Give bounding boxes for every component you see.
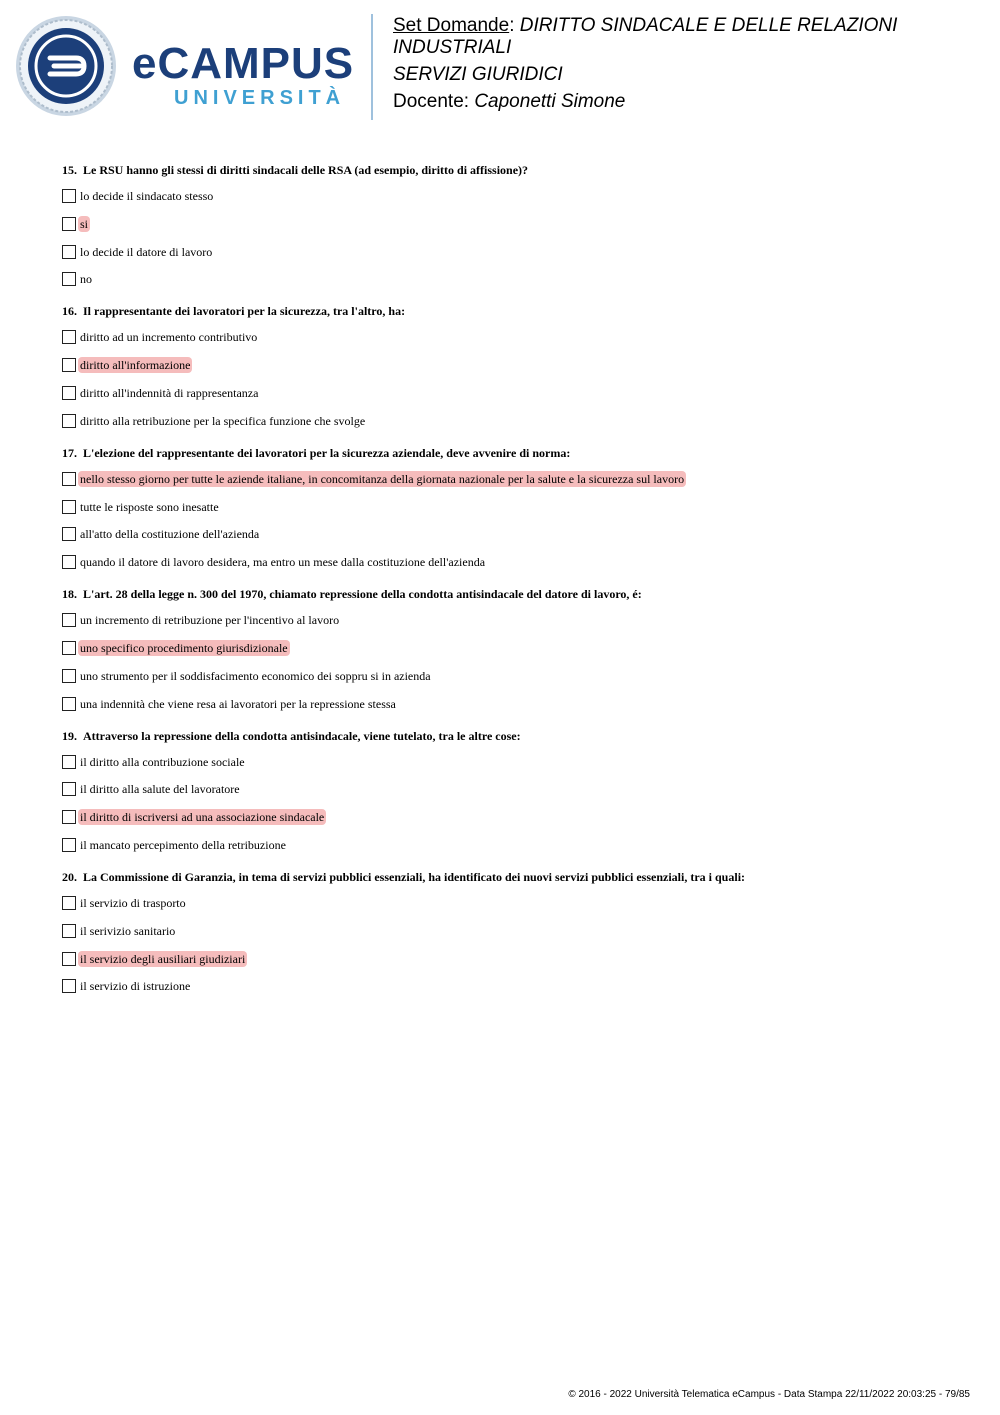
teacher-name: Caponetti Simone <box>474 91 626 112</box>
answer-checkbox[interactable] <box>62 924 76 938</box>
answer-text: quando il datore di lavoro desidera, ma entro un mese dalla costituzione dell'azienda <box>80 555 486 570</box>
question-20 <box>62 869 962 996</box>
question-text: Le RSU hanno gli stessi di diritti sindacali delle RSA (ad esempio, diritto di affissione)? <box>83 163 529 177</box>
answer-checkbox[interactable] <box>62 782 76 796</box>
answer-checkbox[interactable] <box>62 669 76 683</box>
answer-checkbox[interactable] <box>62 979 76 993</box>
answer-checkbox[interactable] <box>62 189 76 203</box>
answer-option[interactable] <box>62 921 962 941</box>
question-17 <box>62 445 962 572</box>
correct-answer-text: si <box>80 216 89 231</box>
answer-option[interactable] <box>62 893 962 913</box>
answer-checkbox[interactable] <box>62 810 76 824</box>
set-title-line1: DIRITTO SINDACALE E DELLE RELAZIONI <box>519 15 898 36</box>
answer-option[interactable] <box>62 610 962 630</box>
answer-checkbox[interactable] <box>62 245 76 259</box>
question-number: 17. <box>62 445 77 460</box>
answer-checkbox[interactable] <box>62 641 76 655</box>
answer-text: diritto ad un incremento contributivo <box>80 330 258 345</box>
answer-checkbox[interactable] <box>62 896 76 910</box>
answer-checkbox[interactable] <box>62 555 76 569</box>
question-title <box>62 869 962 885</box>
question-19 <box>62 728 962 855</box>
answer-option[interactable] <box>62 552 962 572</box>
question-text: Attraverso la repressione della condotta antisindacale, viene tutelato, tra le altre cose: <box>83 728 521 743</box>
answer-option[interactable] <box>62 976 962 996</box>
answer-option[interactable] <box>62 694 962 714</box>
answer-text: il mancato percepimento della retribuzione <box>80 837 286 852</box>
header-divider <box>371 14 373 120</box>
answer-option[interactable] <box>62 752 962 772</box>
answer-option[interactable] <box>62 524 962 544</box>
question-text: Il rappresentante dei lavoratori per la sicurezza, tra l'altro, ha: <box>83 304 406 319</box>
answer-checkbox[interactable] <box>62 838 76 852</box>
answer-checkbox[interactable] <box>62 697 76 711</box>
answer-option[interactable] <box>62 327 962 347</box>
answer-checkbox[interactable] <box>62 613 76 627</box>
answer-text: no <box>80 272 92 287</box>
answer-text: lo decide il datore di lavoro <box>80 244 213 259</box>
answer-text: una indennità che viene resa ai lavoratori per la repressione stessa <box>80 696 396 711</box>
answer-option[interactable] <box>62 355 962 375</box>
document-header <box>393 15 973 118</box>
question-title <box>62 728 962 744</box>
answer-checkbox[interactable] <box>62 500 76 514</box>
set-separator: : <box>509 15 520 36</box>
answer-option[interactable] <box>62 835 962 855</box>
answer-option[interactable] <box>62 666 962 686</box>
question-number: 19. <box>62 728 77 743</box>
course-subtitle: SERVIZI GIURIDICI <box>393 64 563 85</box>
question-title <box>62 162 962 178</box>
answer-text: all'atto della costituzione dell'azienda <box>80 527 260 542</box>
answer-text: tutte le risposte sono inesatte <box>80 499 219 514</box>
answer-option[interactable] <box>62 807 962 827</box>
answer-checkbox[interactable] <box>62 217 76 231</box>
answer-text: il diritto alla salute del lavoratore <box>80 782 240 797</box>
answer-text: diritto all'indennità di rappresentanza <box>80 385 259 400</box>
page-footer: © 2016 - 2022 Università Telematica eCampus - Data Stampa 22/11/2022 20:03:25 - 79/85 <box>568 1389 970 1400</box>
brand-subtitle: UNIVERSITÀ <box>174 87 346 109</box>
question-title <box>62 586 962 602</box>
question-number: 15. <box>62 163 77 177</box>
question-text: La Commissione di Garanzia, in tema di servizi pubblici essenziali, ha identificato dei nuovi servizi pubblici essenziali, tra i quali: <box>83 869 746 884</box>
answer-option[interactable] <box>62 469 962 489</box>
answer-checkbox[interactable] <box>62 330 76 344</box>
teacher-label: Docente: <box>393 91 475 112</box>
answer-checkbox[interactable] <box>62 472 76 486</box>
question-15 <box>62 162 962 289</box>
question-16 <box>62 303 962 430</box>
answer-checkbox[interactable] <box>62 527 76 541</box>
question-text: L'elezione del rappresentante dei lavoratori per la sicurezza aziendale, deve avvenire di norma: <box>83 445 571 460</box>
answer-text: il servizio di istruzione <box>80 979 191 994</box>
answer-option[interactable] <box>62 779 962 799</box>
answer-option[interactable] <box>62 242 962 262</box>
answer-text: il diritto alla contribuzione sociale <box>80 754 245 769</box>
correct-answer-text: il servizio degli ausiliari giudiziari <box>80 951 246 966</box>
question-title <box>62 445 962 461</box>
correct-answer-text: nello stesso giorno per tutte le aziende italiane, in concomitanza della giornata nazionale per la salute e la sicurezza sul lavoro <box>80 471 685 486</box>
answer-text: lo decide il sindacato stesso <box>80 189 214 203</box>
question-18 <box>62 586 962 713</box>
answer-option[interactable] <box>62 638 962 658</box>
set-title-line2: INDUSTRIALI <box>393 37 512 58</box>
correct-answer-text: diritto all'informazione <box>80 358 191 373</box>
answer-option[interactable] <box>62 186 962 206</box>
answer-checkbox[interactable] <box>62 414 76 428</box>
ecampus-logo <box>14 14 359 118</box>
answer-checkbox[interactable] <box>62 952 76 966</box>
correct-answer-text: uno specifico procedimento giurisdizionale <box>80 640 288 655</box>
answer-text: il serivizio sanitario <box>80 923 176 938</box>
question-number: 18. <box>62 587 77 602</box>
set-label: Set Domande <box>393 15 510 36</box>
answer-option[interactable] <box>62 411 962 431</box>
answer-option[interactable] <box>62 949 962 969</box>
answer-option[interactable] <box>62 383 962 403</box>
answer-text: diritto alla retribuzione per la specifica funzione che svolge <box>80 413 366 428</box>
answer-text: uno strumento per il soddisfacimento economico dei soppru si in azienda <box>80 668 431 683</box>
question-number: 16. <box>62 304 77 319</box>
university-seal-icon <box>14 14 118 118</box>
brand-name: eCAMPUS <box>132 39 355 88</box>
answer-text: il servizio di trasporto <box>80 895 186 910</box>
answer-option[interactable] <box>62 269 962 289</box>
answer-text: un incremento di retribuzione per l'incentivo al lavoro <box>80 613 340 628</box>
question-list <box>62 162 962 1010</box>
answer-checkbox[interactable] <box>62 358 76 372</box>
question-number: 20. <box>62 869 77 884</box>
answer-checkbox[interactable] <box>62 755 76 769</box>
question-title <box>62 303 962 319</box>
answer-option[interactable] <box>62 214 962 234</box>
answer-checkbox[interactable] <box>62 272 76 286</box>
question-text: L'art. 28 della legge n. 300 del 1970, chiamato repressione della condotta antisindacale del datore di lavoro, é: <box>83 587 642 602</box>
answer-option[interactable] <box>62 497 962 517</box>
answer-checkbox[interactable] <box>62 386 76 400</box>
correct-answer-text: il diritto di iscriversi ad una associazione sindacale <box>80 810 325 825</box>
